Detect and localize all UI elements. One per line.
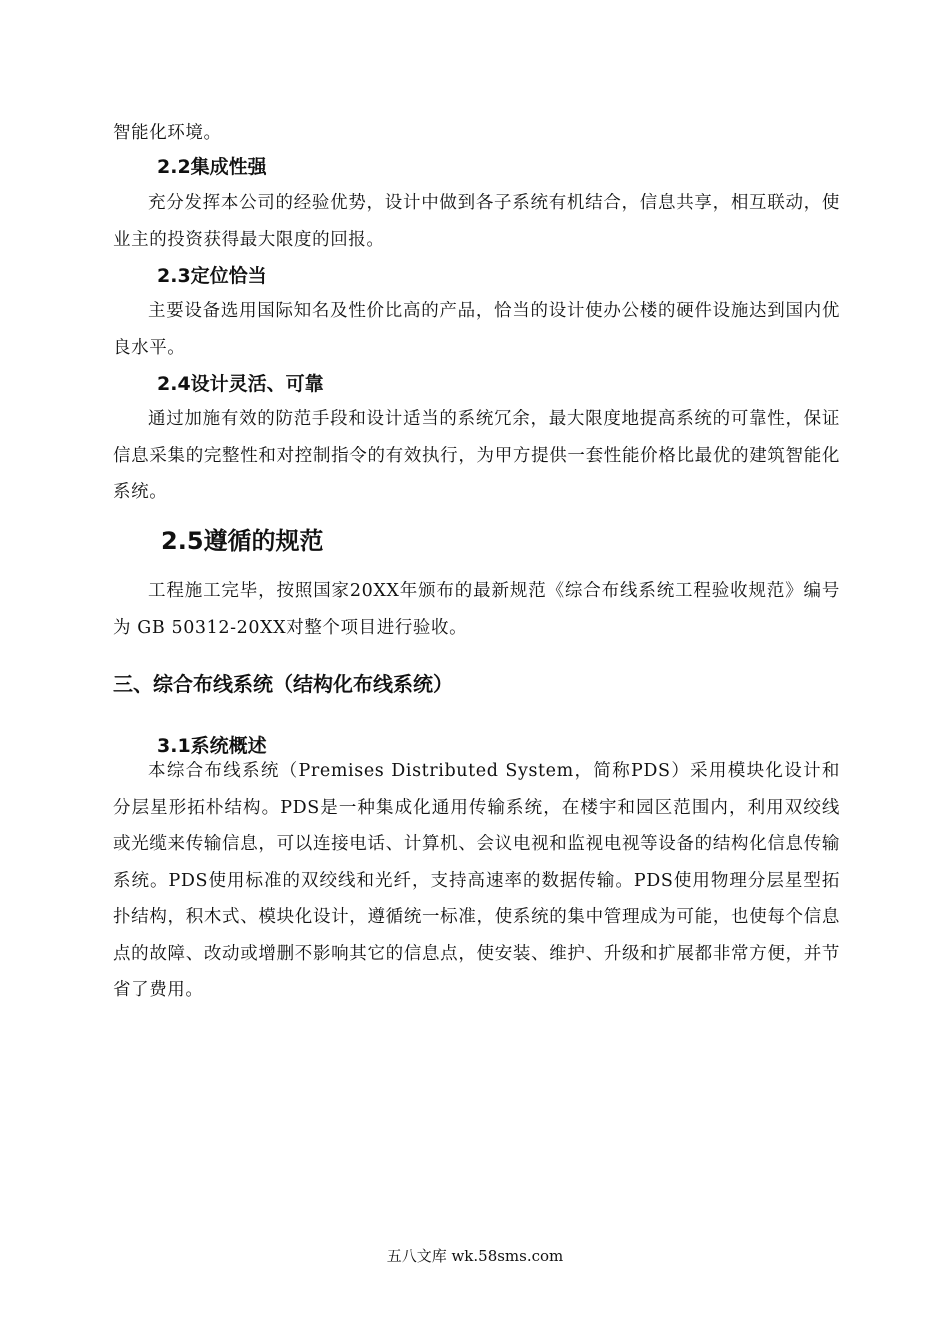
section-2-3-paragraph: 主要设备选用国际知名及性价比高的产品，恰当的设计使办公楼的硬件设施达到国内优良水平。 — [113, 301, 840, 358]
intro-paragraph-tail: 智能化环境。 — [113, 123, 222, 143]
section-2-3-heading: 2.3定位恰当 — [157, 265, 267, 287]
section-2-5-heading: 2.5遵循的规范 — [161, 527, 324, 555]
section-2-2-paragraph: 充分发挥本公司的经验优势，设计中做到各子系统有机结合，信息共享，相互联动，使业主的投资获得最大限度的回报。 — [113, 193, 840, 250]
section-2-4-paragraph: 通过加施有效的防范手段和设计适当的系统冗余，最大限度地提高系统的可靠性，保证信息采集的完整性和对控制指令的有效执行，为甲方提供一套性能价格比最优的建筑智能化系统。 — [113, 409, 840, 502]
section-2-2-heading: 2.2集成性强 — [157, 156, 267, 178]
section-3-1-paragraph: 本综合布线系统（Premises Distributed System，简称PDS）采用模块化设计和分层星形拓朴结构。PDS是一种集成化通用传输系统，在楼宇和园区范围内，利用双绞线或光缆来传输信息，可以连接电话、计算机、会议电视和监视电视等设备的结构化信息传输系统。PDS使用标准的双绞线和光纤，支持高速率的数据传输。PDS使用物理分层星型拓扑结构，积木式、模块化设计，遵循统一标准，使系统的集中管理成为可能，也使每个信息点的故障、改动或增删不影响其它的信息点，使安装、维护、升级和扩展都非常方便，并节省了费用。 — [113, 761, 840, 1000]
section-3-1-heading: 3.1系统概述 — [157, 735, 267, 757]
footer-watermark-text: 五八文库 wk.58sms.com — [386, 1247, 564, 1265]
section-2-4-heading: 2.4设计灵活、可靠 — [157, 373, 324, 395]
section-2-5-paragraph: 工程施工完毕，按照国家20XX年颁布的最新规范《综合布线系统工程验收规范》编号为 GB 50312-20XX对整个项目进行验收。 — [113, 581, 840, 638]
chapter-3-heading: 三、综合布线系统（结构化布线系统） — [113, 672, 453, 696]
